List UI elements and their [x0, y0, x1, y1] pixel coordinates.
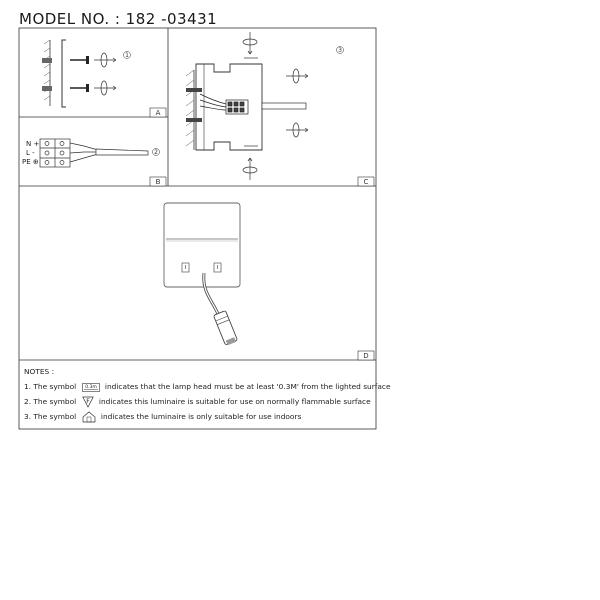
flammable-symbol-text: F — [85, 398, 90, 405]
wire-bundle — [70, 143, 98, 162]
luminaire-body — [164, 203, 240, 287]
distance-symbol-text: 0.3m — [84, 384, 97, 390]
panel-a-mounting — [42, 40, 131, 107]
rotate-arrow-icon — [94, 53, 116, 95]
note-2-text: indicates this luminaire is suitable for use on normally flammable surface — [98, 397, 371, 406]
panel-b-tab — [150, 177, 166, 186]
note-1-text: indicates that the lamp head must be at least '0.3M' from the lighted surface — [104, 382, 391, 391]
panel-d-letter: D — [363, 352, 369, 360]
panel-c-tab — [358, 177, 374, 186]
mounting-bracket — [62, 40, 66, 107]
note-item-2 — [24, 394, 374, 409]
panel-b-wiring — [22, 139, 160, 167]
flammable-surface-symbol-icon — [82, 396, 94, 408]
panel-c-letter: C — [363, 178, 369, 186]
panel-d-luminaire — [164, 203, 240, 346]
step-2-number: 2 — [154, 149, 158, 156]
note-item-1 — [24, 379, 391, 394]
notes-heading: NOTES : — [24, 367, 55, 376]
panel-a-letter: A — [155, 109, 161, 117]
model-number-title: MODEL NO. : 182 -03431 — [19, 10, 218, 28]
panel-c-fixture — [186, 32, 344, 180]
terminal-label-pe: PE ⊕ — [22, 158, 39, 166]
step-2-marker — [153, 149, 160, 157]
note-1-prefix: 1. The symbol — [24, 382, 77, 391]
note-2-prefix: 2. The symbol — [24, 397, 77, 406]
indoor-use-symbol-icon — [82, 411, 96, 423]
terminal-label-n: N + — [26, 140, 40, 148]
terminal-block — [40, 139, 70, 167]
power-cable — [96, 149, 148, 155]
panel-b-letter: B — [155, 178, 161, 186]
step-1-marker — [124, 52, 131, 60]
reading-lamp-head — [213, 311, 237, 346]
terminal-label-l: L - — [26, 149, 35, 157]
panel-d-tab — [358, 351, 374, 360]
step-3-marker — [337, 47, 344, 55]
step-3-number: 3 — [338, 47, 342, 54]
step-1-number: 1 — [125, 52, 129, 59]
outgoing-cable — [262, 103, 306, 109]
note-3-prefix: 3. The symbol — [24, 412, 77, 421]
distance-symbol-icon — [82, 383, 100, 392]
wall-plug-icon — [42, 58, 52, 91]
note-item-3 — [24, 409, 374, 424]
notes-section — [24, 364, 391, 424]
screw-icon — [70, 56, 89, 92]
panel-a-tab — [150, 108, 166, 117]
wall-hatch-c-icon — [186, 70, 194, 146]
note-3-text: indicates the luminaire is only suitable for use indoors — [100, 412, 302, 421]
